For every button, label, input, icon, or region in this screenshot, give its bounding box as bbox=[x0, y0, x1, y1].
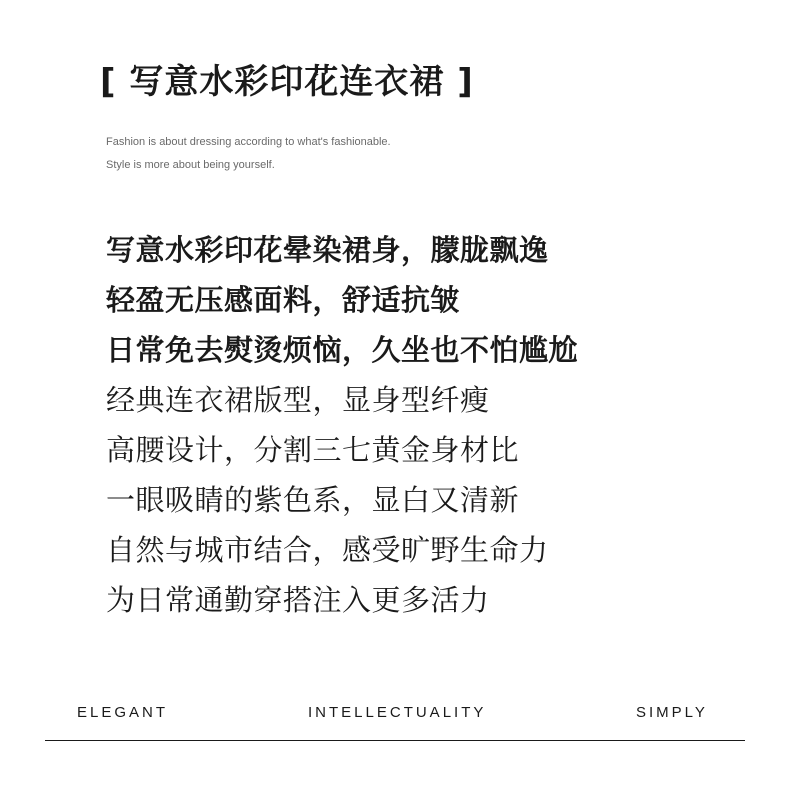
feature-line: 经典连衣裙版型，显身型纤瘦 bbox=[106, 383, 490, 417]
feature-line: 日常免去熨烫烦恼，久坐也不怕尴尬 bbox=[106, 333, 579, 367]
footer-word-simply: SIMPLY bbox=[636, 704, 708, 721]
tagline-line-2: Style is more about being yourself. bbox=[106, 159, 275, 171]
page-title: [ 写意水彩印花连衣裙 ] bbox=[100, 62, 474, 102]
feature-line: 轻盈无压感面料，舒适抗皱 bbox=[106, 283, 461, 317]
feature-line: 为日常通勤穿搭注入更多活力 bbox=[106, 583, 490, 617]
feature-line: 写意水彩印花晕染裙身，朦胧飘逸 bbox=[106, 233, 549, 267]
feature-line: 自然与城市结合，感受旷野生命力 bbox=[106, 533, 549, 567]
tagline-line-1: Fashion is about dressing according to what's fashionable. bbox=[106, 136, 391, 148]
footer-word-intellectuality: INTELLECTUALITY bbox=[308, 704, 487, 721]
feature-line: 高腰设计，分割三七黄金身材比 bbox=[106, 433, 520, 467]
feature-list bbox=[106, 225, 578, 625]
feature-line: 一眼吸睛的紫色系，显白又清新 bbox=[106, 483, 520, 517]
footer-divider bbox=[45, 740, 745, 741]
footer-word-elegant: ELEGANT bbox=[77, 704, 169, 721]
